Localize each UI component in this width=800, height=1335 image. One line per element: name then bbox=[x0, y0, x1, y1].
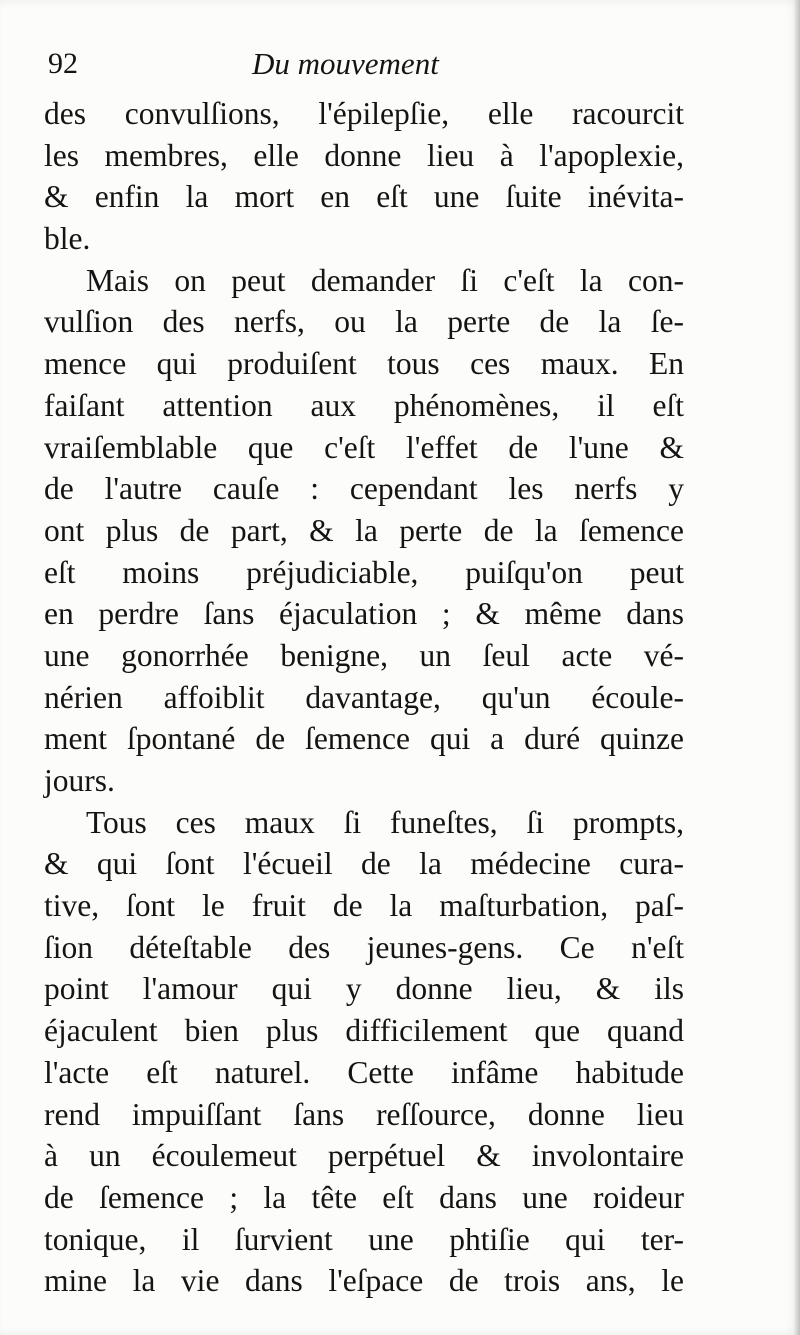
text-line: des convulſions, l'épilepſie, elle racourcit bbox=[44, 96, 684, 131]
text-line: & enfin la mort en eſt une ſuite inévita- bbox=[44, 179, 684, 215]
running-head: Du mouvement bbox=[252, 46, 439, 81]
text-line: rend impuiſſant ſans reſſource, donne lieu bbox=[44, 1096, 684, 1132]
text-line: ment ſpontané de ſemence qui a duré quinze bbox=[44, 721, 684, 757]
text-line: ble. bbox=[44, 221, 91, 257]
text-line: à un écoulemeut perpétuel & involontaire bbox=[44, 1138, 684, 1174]
page-number: 92 bbox=[48, 47, 78, 80]
text-line: l'acte eſt naturel. Cette infâme habitude bbox=[44, 1054, 684, 1090]
text-line: faiſant attention aux phénomènes, il eſt bbox=[44, 387, 684, 423]
text-line: vraiſemblable que c'eſt l'effet de l'une & bbox=[44, 429, 684, 465]
text-line: mence qui produiſent tous ces maux. En bbox=[44, 346, 684, 382]
text-line: les membres, elle donne lieu à l'apoplexie, bbox=[44, 137, 684, 173]
text-line: & qui ſont l'écueil de la médecine cura- bbox=[44, 846, 684, 882]
text-line: vulſion des nerfs, ou la perte de la ſe- bbox=[44, 304, 684, 340]
text-line: de l'autre cauſe : cependant les nerfs y bbox=[44, 471, 684, 507]
text-line: Tous ces maux ſi funeſtes, ſi prompts, bbox=[86, 804, 684, 840]
page-header bbox=[48, 40, 688, 90]
text-line: mine la vie dans l'eſpace de trois ans, le bbox=[44, 1263, 684, 1299]
page-edge-shadow bbox=[794, 0, 800, 1335]
text-line: Mais on peut demander ſi c'eſt la con- bbox=[86, 262, 684, 298]
text-line: ſion déteſtable des jeunes-gens. Ce n'eſt bbox=[44, 929, 684, 965]
body-text bbox=[44, 93, 684, 1302]
text-line: jours. bbox=[44, 763, 115, 798]
text-line: éjaculent bien plus difficilement que quand bbox=[44, 1013, 684, 1049]
text-line: eſt moins préjudiciable, puiſqu'on peut bbox=[44, 554, 684, 590]
text-line: tive, ſont le fruit de la maſturbation, paſ- bbox=[44, 888, 684, 924]
text-line: tonique, il ſurvient une phtiſie qui ter- bbox=[44, 1221, 684, 1257]
text-line: en perdre ſans éjaculation ; & même dans bbox=[44, 596, 684, 632]
text-line: de ſemence ; la tête eſt dans une roideur bbox=[44, 1179, 684, 1215]
text-line: nérien affoiblit davantage, qu'un écoule- bbox=[44, 679, 684, 715]
text-line: ont plus de part, & la perte de la ſemence bbox=[44, 512, 684, 548]
text-line: une gonorrhée benigne, un ſeul acte vé- bbox=[44, 637, 684, 673]
text-line: point l'amour qui y donne lieu, & ils bbox=[44, 971, 684, 1007]
